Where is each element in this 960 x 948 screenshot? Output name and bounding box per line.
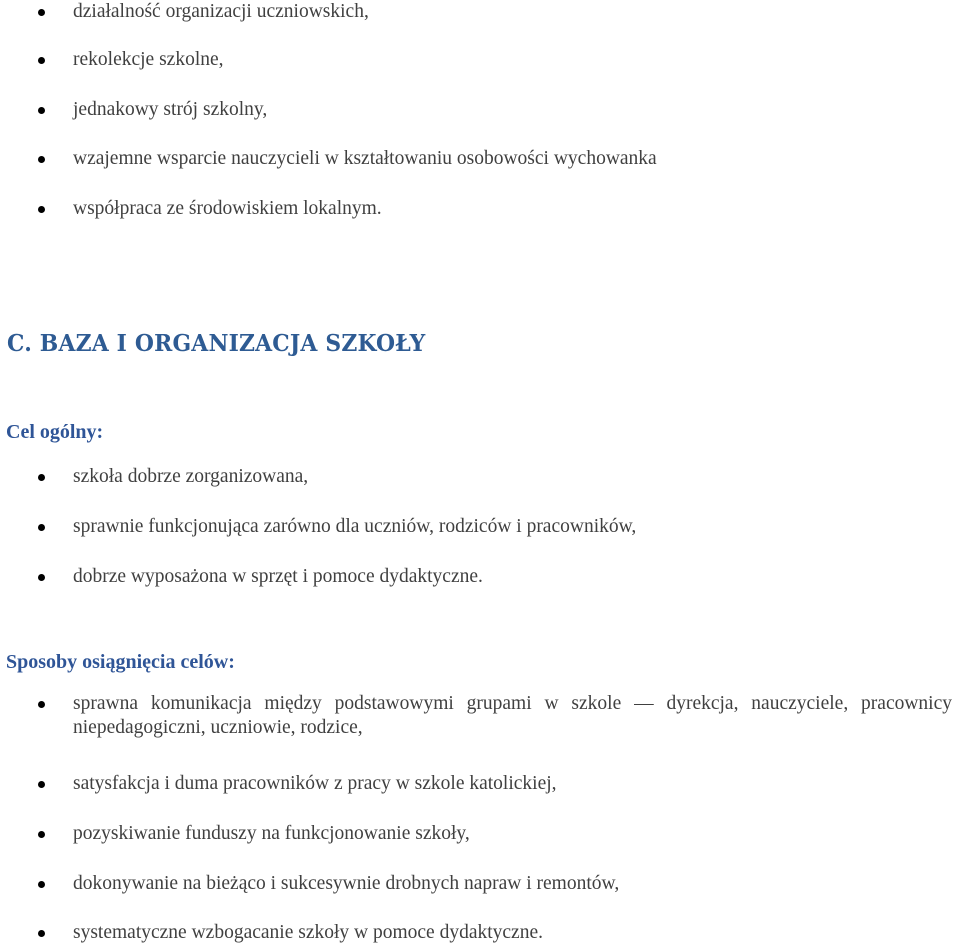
list-item: [73, 515, 952, 539]
methods-heading: Sposoby osiągnięcia celów:: [6, 651, 235, 673]
list-item-text: szkoła dobrze zorganizowana,: [73, 466, 309, 487]
bullet-icon: [38, 930, 45, 937]
list-item: [73, 921, 952, 945]
list-item: [73, 565, 952, 589]
bullet-icon: [38, 524, 45, 531]
bullet-icon: [38, 9, 45, 16]
list-item-text: dokonywanie na bieżąco i sukcesywnie drobnych napraw i remontów,: [73, 873, 620, 894]
list-item-text: sprawna komunikacja między podstawowymi grupami w szkole — dyrekcja, nauczyciele, pracownicy niepedagogiczni, uczniowie, rodzice,: [73, 693, 952, 738]
bullet-icon: [38, 107, 45, 114]
list-item: [73, 822, 952, 846]
list-item: [73, 772, 952, 796]
list-item: [73, 692, 952, 740]
bullet-icon: [38, 57, 45, 64]
goal-heading: Cel ogólny:: [6, 421, 104, 443]
list-item-text: pozyskiwanie funduszy na funkcjonowanie szkoły,: [73, 823, 470, 844]
bullet-icon: [38, 156, 45, 163]
list-item: [73, 197, 952, 221]
list-item-text: sprawnie funkcjonująca zarówno dla uczniów, rodziców i pracowników,: [73, 516, 637, 537]
section-heading: C. BAZA I ORGANIZACJA SZKOŁY: [7, 330, 426, 357]
list-item-text: systematyczne wzbogacanie szkoły w pomoce dydaktyczne.: [73, 922, 543, 943]
bullet-icon: [38, 574, 45, 581]
list-item: [73, 465, 952, 489]
list-item-text: dobrze wyposażona w sprzęt i pomoce dydaktyczne.: [73, 566, 483, 587]
bullet-icon: [38, 474, 45, 481]
bullet-icon: [38, 206, 45, 213]
list-item-text: działalność organizacji uczniowskich,: [73, 1, 369, 22]
list-item-text: współpraca ze środowiskiem lokalnym.: [73, 198, 382, 219]
bullet-icon: [38, 881, 45, 888]
list-item-text: rekolekcje szkolne,: [73, 49, 224, 70]
list-item-text: jednakowy strój szkolny,: [73, 99, 268, 120]
list-item-text: wzajemne wsparcie nauczycieli w kształtowaniu osobowości wychowanka: [73, 148, 657, 169]
list-item: [73, 0, 952, 24]
list-item: [73, 98, 952, 122]
bullet-icon: [38, 781, 45, 788]
list-item: [73, 48, 952, 72]
list-item: [73, 147, 952, 171]
list-item-text: satysfakcja i duma pracowników z pracy w szkole katolickiej,: [73, 773, 557, 794]
list-item: [73, 872, 952, 896]
bullet-icon: [38, 831, 45, 838]
bullet-icon: [38, 701, 45, 708]
